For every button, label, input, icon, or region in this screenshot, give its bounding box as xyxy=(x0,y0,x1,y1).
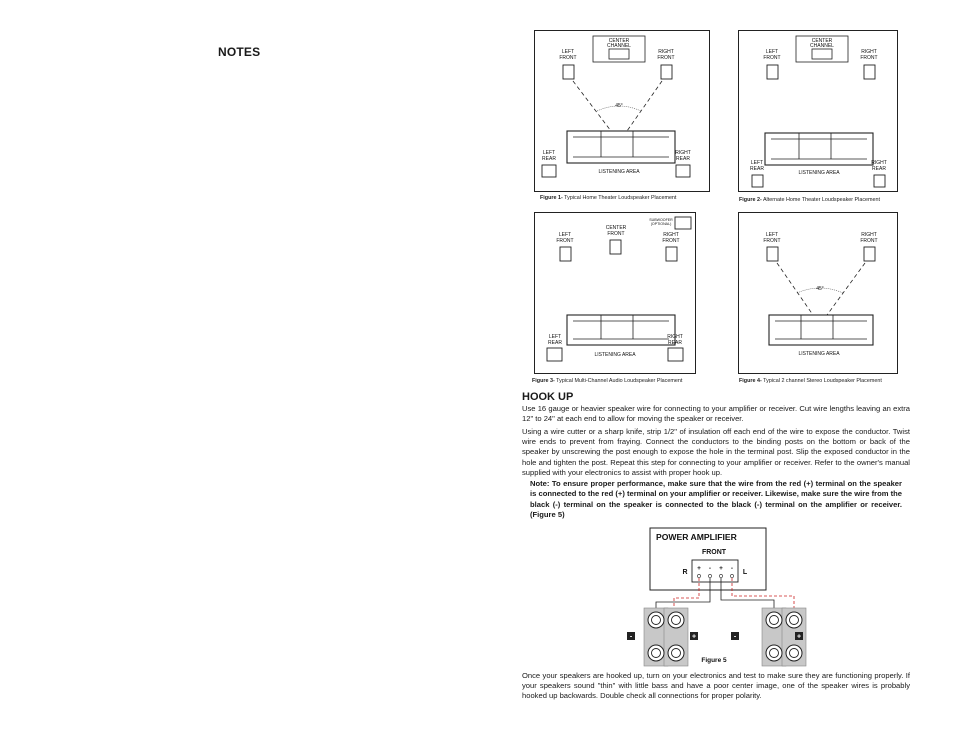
figure-4-diagram xyxy=(738,212,898,374)
center-speaker xyxy=(609,49,629,59)
figure-2-diagram xyxy=(738,30,898,192)
right-rear-label-2: REAR xyxy=(668,340,682,346)
right-rear-speaker xyxy=(874,175,885,187)
angle-label: 45° xyxy=(816,286,824,292)
left-front-speaker xyxy=(563,65,574,79)
terminal-4-label: - xyxy=(730,565,734,572)
figure-5-caption: Figure 5 xyxy=(701,657,727,664)
right-rear-label-1: RIGHT xyxy=(675,150,691,156)
left-rear-label-1: LEFT xyxy=(542,150,556,156)
figure-4-caption: Figure 4- Typical 2 channel Stereo Loudspeaker Placement xyxy=(739,378,882,384)
left-rear-label-1: LEFT xyxy=(750,160,764,166)
terminal-1-label: + xyxy=(697,565,701,572)
right-front-label-2: FRONT xyxy=(860,238,878,244)
left-rear-speaker xyxy=(752,175,763,187)
center-label-2: CHANNEL xyxy=(607,43,631,49)
hookup-note: Note: To ensure proper performance, make sure that the wire from the red (+) terminal on the speaker is connected to the red (+) terminal on your amplifier or receiver. Likewise, make sure the wire from the black (-) terminal on the speaker is connected to the black (-) terminal on the amplifier or receiver. (Figure 5) xyxy=(530,479,902,520)
right-rear-label-2: REAR xyxy=(676,156,690,162)
right-front-speaker xyxy=(864,65,875,79)
red-wire-left xyxy=(732,578,794,612)
left-rear-label-1: LEFT xyxy=(548,334,562,340)
amplifier-title: POWER AMPLIFIER xyxy=(656,532,737,542)
hookup-title: HOOK UP xyxy=(522,391,574,403)
right-front-speaker xyxy=(666,247,677,261)
left-front-label-1: LEFT xyxy=(765,232,779,238)
positive-symbol-right: + xyxy=(691,633,697,641)
center-label-2: CHANNEL xyxy=(810,43,834,49)
figure-1-diagram xyxy=(534,30,710,192)
sofa xyxy=(567,315,675,345)
right-rear-label-1: RIGHT xyxy=(871,160,887,166)
figure-2-caption: Figure 2- Alternate Home Theater Loudspeaker Placement xyxy=(739,197,881,203)
right-rear-label-1: RIGHT xyxy=(667,334,683,340)
sofa xyxy=(765,133,873,165)
left-front-speaker xyxy=(767,247,778,261)
figure-3-caption: Figure 3- Typical Multi-Channel Audio Loudspeaker Placement xyxy=(532,378,683,384)
left-front-label-2: FRONT xyxy=(559,55,577,61)
subwoofer-speaker xyxy=(675,217,691,229)
r-channel-label: R xyxy=(682,569,688,576)
right-front-label-1: RIGHT xyxy=(658,49,674,55)
notes-title: NOTES xyxy=(218,45,261,59)
sofa xyxy=(567,131,675,163)
left-rear-label-2: REAR xyxy=(548,340,562,346)
negative-symbol-left: - xyxy=(733,633,737,641)
positive-symbol-left: + xyxy=(796,633,802,641)
right-front-speaker xyxy=(864,247,875,261)
listening-area-label: LISTENING AREA xyxy=(598,169,640,175)
right-front-label-1: RIGHT xyxy=(861,232,877,238)
right-front-label-1: RIGHT xyxy=(861,49,877,55)
figure-1-caption: Figure 1- Typical Home Theater Loudspeaker Placement xyxy=(540,195,677,201)
left-front-label-2: FRONT xyxy=(556,238,574,244)
right-front-label-2: FRONT xyxy=(860,55,878,61)
left-rear-speaker xyxy=(542,165,556,177)
left-rear-speaker xyxy=(547,348,562,361)
left-rear-label-2: REAR xyxy=(750,166,764,172)
red-wire-right xyxy=(674,578,699,612)
right-rear-speaker xyxy=(676,165,690,177)
subwoofer-label-2: (OPTIONAL) xyxy=(650,222,672,226)
left-front-label-2: FRONT xyxy=(763,55,781,61)
listening-area-label: LISTENING AREA xyxy=(798,351,840,357)
left-front-speaker xyxy=(560,247,571,261)
sofa xyxy=(769,315,873,345)
black-wire-right xyxy=(656,578,710,612)
center-label-1: CENTER xyxy=(608,38,630,44)
right-front-label-2: FRONT xyxy=(662,238,680,244)
left-front-speaker xyxy=(767,65,778,79)
listening-area-label: LISTENING AREA xyxy=(798,170,840,176)
center-front-speaker xyxy=(610,240,621,254)
l-channel-label: L xyxy=(742,569,748,576)
right-front-label-2: FRONT xyxy=(657,55,675,61)
front-label: FRONT xyxy=(701,549,727,556)
left-front-label-2: FRONT xyxy=(763,238,781,244)
figure-5-diagram xyxy=(600,520,820,670)
center-front-label-2: FRONT xyxy=(607,231,625,237)
left-front-label-1: LEFT xyxy=(558,232,572,238)
hookup-paragraph-2: Using a wire cutter or a sharp knife, strip 1/2" of insulation off each end of the wire to expose the conductor. Twist wire ends to prevent from fraying. Connect the conductors to the binding posts on the bottom or back of the speaker by unscrewing the post enough to expose the hole in the terminal post. Slip the exposed conductor in the hole and tighten the post. Repeat this step for connecting to your amplifier or receiver. Refer to the owner's manual supplied with your electronics to assist with proper hook up. xyxy=(522,427,910,477)
terminal-3-label: + xyxy=(719,565,723,572)
terminal-2-label: - xyxy=(708,565,712,572)
negative-symbol-right: - xyxy=(629,633,633,641)
left-rear-label-2: REAR xyxy=(542,156,556,162)
left-front-label-1: LEFT xyxy=(765,49,779,55)
right-rear-label-2: REAR xyxy=(872,166,886,172)
center-speaker xyxy=(812,49,832,59)
left-front-label-1: LEFT xyxy=(561,49,575,55)
right-rear-speaker xyxy=(668,348,683,361)
center-front-label-1: CENTER xyxy=(605,225,627,231)
right-front-speaker xyxy=(661,65,672,79)
right-front-label-1: RIGHT xyxy=(663,232,679,238)
listening-area-label: LISTENING AREA xyxy=(594,352,636,358)
center-label-1: CENTER xyxy=(811,38,833,44)
subwoofer-label-1: SUBWOOFER xyxy=(649,218,673,222)
angle-label: 45° xyxy=(615,103,623,109)
hookup-paragraph-3: Once your speakers are hooked up, turn on your electronics and test to make sure they are functioning properly. If your speakers sound "thin" with little bass and have a poor center image, one of the speaker wires is probably hooked up backwards. Double check all connections for proper polarity. xyxy=(522,671,910,701)
figure-3-diagram xyxy=(534,212,696,374)
hookup-paragraph-1: Use 16 gauge or heavier speaker wire for connecting to your amplifier or receiver. Cut wire lengths leaving an extra 12" to 24" at each end to allow for moving the speaker or receiver. xyxy=(522,404,910,424)
